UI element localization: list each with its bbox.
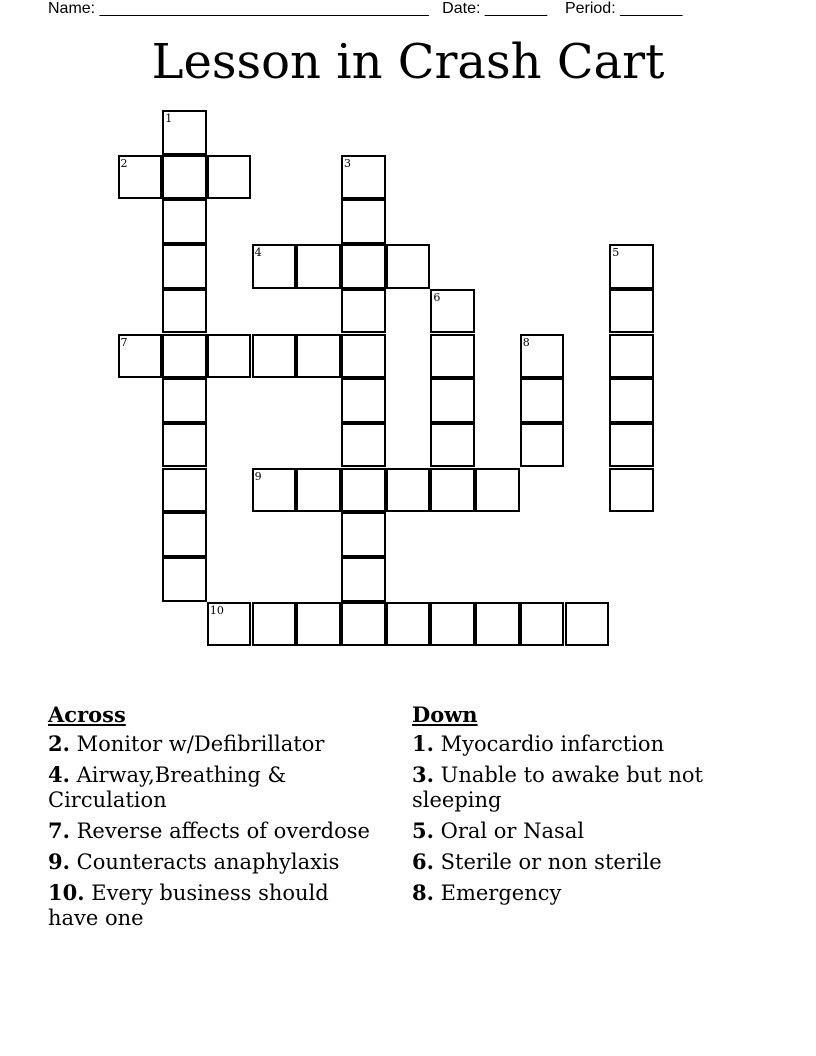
clue-across-4 bbox=[48, 762, 378, 813]
crossword-cell[interactable] bbox=[162, 557, 207, 602]
period-blank[interactable]: _______ bbox=[620, 0, 683, 17]
crossword-cell[interactable] bbox=[341, 244, 386, 289]
crossword-cell[interactable] bbox=[207, 602, 252, 647]
crossword-cell[interactable] bbox=[118, 155, 163, 200]
across-heading: Across bbox=[48, 702, 126, 727]
clue-text: Emergency bbox=[440, 881, 562, 905]
crossword-cell[interactable] bbox=[296, 334, 341, 379]
crossword-cell[interactable] bbox=[252, 602, 297, 647]
crossword-cell[interactable] bbox=[430, 334, 475, 379]
clue-number: 8. bbox=[412, 880, 434, 905]
crossword-cell[interactable] bbox=[609, 244, 654, 289]
crossword-cell[interactable] bbox=[252, 334, 297, 379]
date-label: Date: bbox=[442, 0, 481, 17]
crossword-cell[interactable] bbox=[520, 423, 565, 468]
crossword-cell[interactable] bbox=[341, 602, 386, 647]
crossword-cell[interactable] bbox=[386, 602, 431, 647]
clue-text: Oral or Nasal bbox=[440, 819, 585, 843]
crossword-cell[interactable] bbox=[475, 602, 520, 647]
period-label: Period: bbox=[564, 0, 616, 17]
crossword-cell[interactable] bbox=[609, 423, 654, 468]
crossword-cell[interactable] bbox=[341, 378, 386, 423]
crossword-cell[interactable] bbox=[609, 289, 654, 334]
crossword-cell[interactable] bbox=[162, 468, 207, 513]
clue-number-label: 2 bbox=[120, 156, 128, 170]
clue-down-6 bbox=[412, 849, 752, 875]
crossword-cell[interactable] bbox=[162, 289, 207, 334]
crossword-cell[interactable] bbox=[162, 244, 207, 289]
crossword-cell[interactable] bbox=[430, 378, 475, 423]
clue-number: 2. bbox=[48, 731, 70, 756]
crossword-cell[interactable] bbox=[520, 602, 565, 647]
crossword-cell[interactable] bbox=[162, 423, 207, 468]
crossword-cell[interactable] bbox=[162, 334, 207, 379]
crossword-cell[interactable] bbox=[341, 289, 386, 334]
clue-down-5 bbox=[412, 818, 752, 844]
crossword-cell[interactable] bbox=[296, 602, 341, 647]
clue-number-label: 3 bbox=[344, 156, 351, 170]
clue-text: Reverse affects of overdose bbox=[76, 819, 370, 843]
clue-number: 10. bbox=[48, 880, 85, 905]
crossword-cell[interactable] bbox=[341, 557, 386, 602]
clue-down-1 bbox=[412, 731, 752, 757]
across-clues bbox=[48, 702, 378, 936]
clue-number-label: 5 bbox=[612, 246, 620, 260]
crossword-cell[interactable] bbox=[430, 602, 475, 647]
crossword-cell[interactable] bbox=[386, 244, 431, 289]
clue-text: Every business should have one bbox=[48, 881, 329, 930]
clue-number: 3. bbox=[412, 762, 434, 787]
crossword-cell[interactable] bbox=[118, 334, 163, 379]
name-label: Name: bbox=[48, 0, 96, 17]
clue-number: 5. bbox=[412, 818, 434, 843]
crossword-cell[interactable] bbox=[252, 244, 297, 289]
crossword-cell[interactable] bbox=[430, 289, 475, 334]
clue-down-3 bbox=[412, 762, 752, 813]
crossword-cell[interactable] bbox=[207, 155, 252, 200]
crossword-cell[interactable] bbox=[609, 468, 654, 513]
crossword-cell[interactable] bbox=[520, 378, 565, 423]
clue-across-10 bbox=[48, 880, 378, 931]
clue-number-label: 7 bbox=[120, 335, 128, 349]
crossword-cell[interactable] bbox=[341, 155, 386, 200]
crossword-cell[interactable] bbox=[162, 512, 207, 557]
down-heading: Down bbox=[412, 702, 478, 727]
clue-number: 1. bbox=[412, 731, 434, 756]
crossword-cell[interactable] bbox=[162, 199, 207, 244]
crossword-cell[interactable] bbox=[341, 468, 386, 513]
clue-text: Monitor w/Defibrillator bbox=[76, 732, 325, 756]
clue-number-label: 1 bbox=[165, 112, 173, 125]
date-blank[interactable]: _______ bbox=[484, 0, 548, 17]
clue-text: Counteracts anaphylaxis bbox=[76, 850, 340, 874]
clue-down-8 bbox=[412, 880, 752, 906]
crossword-cell[interactable] bbox=[162, 155, 207, 200]
crossword-cell[interactable] bbox=[475, 468, 520, 513]
clue-number-label: 6 bbox=[433, 290, 441, 304]
clue-across-2 bbox=[48, 731, 378, 757]
clue-number: 6. bbox=[412, 849, 434, 874]
crossword-cell[interactable] bbox=[252, 468, 297, 513]
crossword-cell[interactable] bbox=[609, 378, 654, 423]
page-title: Lesson in Crash Cart bbox=[151, 34, 665, 90]
clue-text: Unable to awake but not sleeping bbox=[412, 763, 703, 812]
clue-number-label: 9 bbox=[254, 469, 262, 483]
crossword-cell[interactable] bbox=[296, 468, 341, 513]
clue-number-label: 10 bbox=[209, 603, 224, 617]
crossword-cell[interactable] bbox=[341, 199, 386, 244]
crossword-cell[interactable] bbox=[430, 468, 475, 513]
crossword-cell[interactable] bbox=[430, 423, 475, 468]
crossword-cell[interactable] bbox=[296, 244, 341, 289]
crossword-cell[interactable] bbox=[162, 110, 207, 155]
clue-text: Sterile or non sterile bbox=[440, 850, 662, 874]
name-blank[interactable]: _____________________________________ bbox=[99, 0, 429, 17]
crossword-cell[interactable] bbox=[207, 334, 252, 379]
clue-across-9 bbox=[48, 849, 378, 875]
clue-text: Myocardio infarction bbox=[440, 732, 665, 756]
crossword-cell[interactable] bbox=[609, 334, 654, 379]
clue-number-label: 8 bbox=[522, 335, 530, 349]
crossword-cell[interactable] bbox=[565, 602, 610, 647]
clue-number: 9. bbox=[48, 849, 70, 874]
crossword-cell[interactable] bbox=[162, 378, 207, 423]
crossword-cell[interactable] bbox=[341, 512, 386, 557]
down-clues bbox=[412, 702, 752, 911]
crossword-cell[interactable] bbox=[520, 334, 565, 379]
clue-across-7 bbox=[48, 818, 378, 844]
clue-number: 4. bbox=[48, 762, 70, 787]
crossword-cell[interactable] bbox=[341, 423, 386, 468]
crossword-cell[interactable] bbox=[386, 468, 431, 513]
clue-number-label: 4 bbox=[254, 246, 262, 260]
clue-number: 7. bbox=[48, 818, 70, 843]
crossword-cell[interactable] bbox=[341, 334, 386, 379]
clue-text: Airway,Breathing & Circulation bbox=[48, 763, 287, 812]
